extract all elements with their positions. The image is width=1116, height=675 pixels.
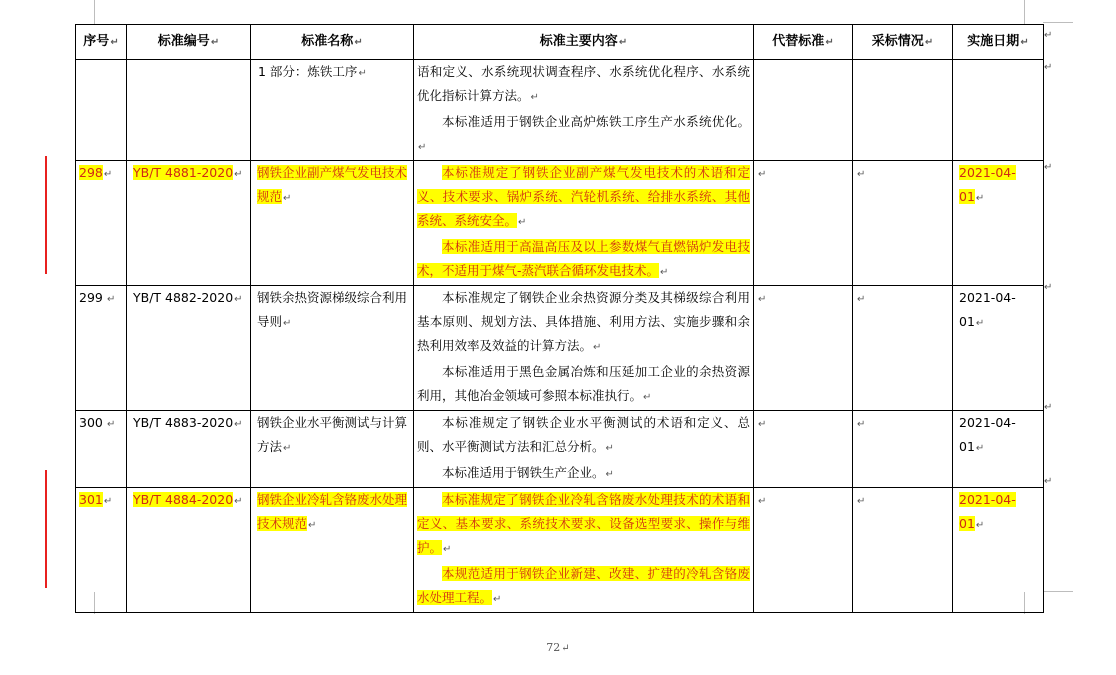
table-row-continuation	[76, 60, 1044, 161]
table-row	[76, 286, 1044, 411]
column-header-adopt: 采标情况↵	[853, 25, 953, 60]
column-header-code: 标准编号↵	[127, 25, 251, 60]
row-end-mark: ↵	[1044, 402, 1053, 413]
crop-mark	[94, 0, 95, 24]
cell-adopt	[853, 60, 953, 161]
table-row	[76, 488, 1044, 613]
cell-content: 本标准规定了钢铁企业余热资源分类及其梯级综合利用基本原则、规划方法、具体措施、利用方法、实施步骤和余热利用效率及效益的计算方法。↵ 本标准适用于黑色金属冶炼和压延加工企业的余热资源利用，其他冶金领域可参照本标准执行。↵	[414, 286, 754, 411]
cell-date: 2021-04-01↵	[953, 488, 1044, 613]
row-end-mark: ↵	[1044, 62, 1053, 73]
cell-code: YB/T 4883-2020↵	[127, 411, 251, 488]
crop-mark	[1024, 0, 1025, 24]
cell-content: 语和定义、水系统现状调查程序、水系统优化程序、水系统优化指标计算方法。↵ 本标准适用于钢铁企业高炉炼铁工序生产水系统优化。↵	[414, 60, 754, 161]
column-header-content: 标准主要内容↵	[414, 25, 754, 60]
cell-date	[953, 60, 1044, 161]
row-end-mark: ↵	[1044, 282, 1053, 293]
cell-replace: ↵	[754, 161, 853, 286]
cell-num	[76, 60, 127, 161]
row-end-mark: ↵	[1044, 30, 1053, 41]
cell-adopt: ↵	[853, 286, 953, 411]
crop-mark	[1043, 22, 1073, 23]
cell-date: 2021-04-01↵	[953, 286, 1044, 411]
cell-name: 1 部分：炼铁工序↵	[251, 60, 414, 161]
cell-replace: ↵	[754, 411, 853, 488]
column-header-num: 序号↵	[76, 25, 127, 60]
cell-num: 299 ↵	[76, 286, 127, 411]
revision-bar	[45, 470, 47, 588]
cell-adopt: ↵	[853, 161, 953, 286]
cell-code: YB/T 4881-2020↵	[127, 161, 251, 286]
cell-content: 本标准规定了钢铁企业冷轧含铬废水处理技术的术语和定义、基本要求、系统技术要求、设备选型要求、操作与维护。↵ 本规范适用于钢铁企业新建、改建、扩建的冷轧含铬废水处理工程。↵	[414, 488, 754, 613]
cell-code: YB/T 4882-2020↵	[127, 286, 251, 411]
cell-adopt: ↵	[853, 411, 953, 488]
cell-date: 2021-04-01↵	[953, 161, 1044, 286]
cell-replace: ↵	[754, 488, 853, 613]
cell-content: 本标准规定了钢铁企业副产煤气发电技术的术语和定义、技术要求、锅炉系统、汽轮机系统、给排水系统、其他系统、系统安全。↵ 本标准适用于高温高压及以上参数煤气直燃锅炉发电技术，不适用于煤气-蒸汽联合循环发电技术。↵	[414, 161, 754, 286]
cell-name: 钢铁企业冷轧含铬废水处理技术规范↵	[251, 488, 414, 613]
cell-date: 2021-04-01↵	[953, 411, 1044, 488]
cell-code: YB/T 4884-2020↵	[127, 488, 251, 613]
column-header-name: 标准名称↵	[251, 25, 414, 60]
row-end-mark: ↵	[1044, 476, 1053, 487]
cell-num: 298↵	[76, 161, 127, 286]
column-header-date: 实施日期↵	[953, 25, 1044, 60]
cell-name: 钢铁企业副产煤气发电技术规范↵	[251, 161, 414, 286]
cell-num: 300 ↵	[76, 411, 127, 488]
standards-table	[75, 24, 1044, 613]
row-end-mark: ↵	[1044, 162, 1053, 173]
page-number: 72↵	[546, 641, 570, 654]
crop-mark	[1043, 591, 1073, 592]
cell-replace	[754, 60, 853, 161]
cell-code	[127, 60, 251, 161]
revision-bar	[45, 156, 47, 274]
column-header-replace: 代替标准↵	[754, 25, 853, 60]
cell-name: 钢铁企业水平衡测试与计算方法↵	[251, 411, 414, 488]
cell-replace: ↵	[754, 286, 853, 411]
cell-num: 301↵	[76, 488, 127, 613]
cell-content: 本标准规定了钢铁企业水平衡测试的术语和定义、总则、水平衡测试方法和汇总分析。↵ 本标准适用于钢铁生产企业。↵	[414, 411, 754, 488]
table-row	[76, 411, 1044, 488]
table-header-row	[76, 25, 1044, 60]
cell-adopt: ↵	[853, 488, 953, 613]
table-row	[76, 161, 1044, 286]
cell-name: 钢铁余热资源梯级综合利用导则↵	[251, 286, 414, 411]
